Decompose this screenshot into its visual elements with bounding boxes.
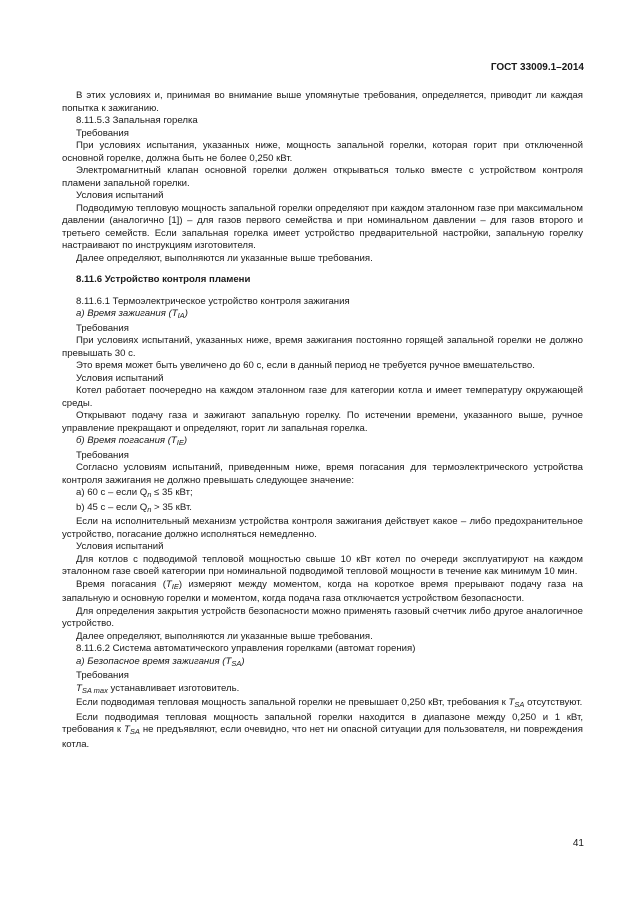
subheading-requirements: Требования — [76, 322, 129, 334]
symbol-subscript: SA — [129, 727, 140, 736]
symbol: T — [170, 435, 177, 446]
symbol-subscript: n — [147, 504, 152, 514]
subheading-requirements: Требования — [76, 670, 129, 681]
text-end: ) измеряют между моментом, когда на короткое время прерывают подачу газа на запальную и основную горелки и моментом, когда подача газа отключается устройством безопасности. — [62, 578, 584, 604]
subheading-test-conditions: Условия испытаний — [76, 372, 164, 384]
paragraph: Далее определяют, выполняются ли указанные выше требования. — [76, 252, 373, 264]
list-text-end: ≤ 35 кВт; — [151, 487, 193, 498]
section-number: 8.11.6.2 Система автоматического управления горелками (автомат горения) — [76, 643, 416, 654]
text: Если подводимая тепловая мощность запальной горелки не превышает 0,250 кВт, требования к — [76, 697, 509, 708]
paragraph: Для определения закрытия устройств безопасности можно применять газовый счетчик либо другое аналогичное устройство. — [62, 605, 583, 629]
list-text-end: > 35 кВт. — [151, 501, 192, 513]
item-label: а) Безопасное время зажигания ( — [76, 655, 226, 667]
item-label-end: ) — [184, 308, 188, 319]
item-label-end: ) — [241, 655, 245, 667]
paragraph — [62, 712, 583, 752]
paragraph: Для котлов с подводимой тепловой мощностью свыше 10 кВт котел по очереди эксплуатируют на каждом эталонном газе своей категории при номинальной подводимой тепловой мощности в течение как минимум 10 мин. — [62, 553, 583, 577]
item-label: б) Время погасания ( — [76, 435, 171, 446]
section-heading: 8.11.6 Устройство контроля пламени — [76, 274, 251, 285]
list-item — [62, 656, 583, 671]
paragraph — [62, 683, 583, 698]
list-item — [62, 502, 583, 517]
subheading-test-conditions: Условия испытаний — [76, 541, 164, 552]
text-end: отсутствуют. — [524, 697, 583, 708]
subheading-requirements: Требования — [76, 449, 129, 461]
subheading-requirements: Требования — [76, 127, 129, 139]
paragraph — [62, 697, 583, 712]
paragraph: В этих условиях и, принимая во внимание выше упомянутые требования, определяется, приводит ли каждая попытка к зажиганию. — [62, 90, 583, 114]
symbol-subscript: n — [147, 490, 152, 499]
paragraph: Электромагнитный клапан основной горелки должен открываться только вместе с устройством контроля пламени запальной горелки. — [62, 165, 583, 189]
paragraph: Согласно условиям испытаний, приведенным ниже, время погасания для термоэлектрического устройства контроля зажигания не должно превышать следующее значение: — [62, 462, 583, 486]
paragraph: Открывают подачу газа и зажигают запальную горелку. По истечении времени, указанного выше, ручное управление прекращают и определяют, горит ли запальная горелка. — [62, 410, 583, 434]
symbol-subscript: IE — [171, 581, 179, 591]
symbol-subscript: IE — [176, 438, 184, 447]
text: Время погасания ( — [76, 578, 166, 590]
item-label: а) Время зажигания ( — [76, 308, 172, 319]
paragraph: Котел работает поочередно на каждом эталонном газе для категории котла и имеет температуру окружающей среды. — [62, 385, 583, 409]
text-end: не предъявляют, если очевидно, что нет ни опасной ситуации для пользователя, ни повреждения котла. — [62, 724, 583, 750]
section-number: 8.11.6.1 Термоэлектрическое устройство контроля зажигания — [76, 295, 350, 307]
subheading-test-conditions: Условия испытаний — [76, 190, 164, 201]
symbol: T — [124, 724, 130, 735]
list-text: b) 45 с – если Q — [76, 501, 148, 513]
paragraph: При условиях испытания, указанных ниже, мощность запальной горелки, которая горит при отключенной основной горелке, должна быть не более 0,250 кВт. — [62, 140, 583, 164]
list-item — [62, 435, 583, 450]
document-header: ГОСТ 33009.1–2014 — [490, 62, 584, 73]
paragraph — [62, 579, 583, 606]
symbol-subscript: SA — [514, 700, 525, 709]
paragraph: При условиях испытаний, указанных ниже, время зажигания постоянно горящей запальной горелки не должно превышать 30 с. — [62, 335, 583, 359]
paragraph: Подводимую тепловую мощность запальной горелки определяют при каждом эталонном газе при максимальном давлении (аналогично [1]) – для газов первого семейства и при номинальном давлении – для газов второго и третьего семейств. Если запальная горелка имеет устройство предварительной настройки, запальную горелку настраивают по инструкциям изготовителя. — [62, 202, 583, 251]
list-item — [62, 308, 583, 323]
symbol-subscript: IA — [177, 311, 185, 320]
paragraph: Далее определяют, выполняются ли указанные выше требования. — [76, 630, 373, 642]
page-number: 41 — [572, 838, 584, 849]
symbol-subscript: SA max — [81, 685, 108, 695]
symbol-subscript: SA — [231, 658, 242, 668]
item-label-end: ) — [183, 435, 188, 446]
document-body — [62, 90, 583, 751]
symbol: T — [76, 682, 82, 694]
symbol: T — [171, 308, 178, 319]
section-number: 8.11.5.3 Запальная горелка — [76, 115, 198, 126]
symbol: T — [225, 655, 232, 667]
text: Если подводимая тепловая мощность запальной горелки находится в диапазоне между 0,250 и 1 кВт, требования к — [62, 711, 583, 735]
paragraph: Это время может быть увеличено до 60 с, если в данный период не требуется ручное вмешательство. — [76, 360, 535, 371]
text-end: устанавливает изготовитель. — [107, 682, 240, 694]
symbol: T — [508, 697, 515, 708]
symbol: T — [165, 578, 172, 590]
list-text: а) 60 с – если Q — [76, 487, 148, 498]
list-item — [62, 487, 583, 502]
paragraph: Если на исполнительный механизм устройства контроля зажигания действует какое – либо предохранительное устройство, погасание должно исполняться немедленно. — [62, 516, 583, 540]
